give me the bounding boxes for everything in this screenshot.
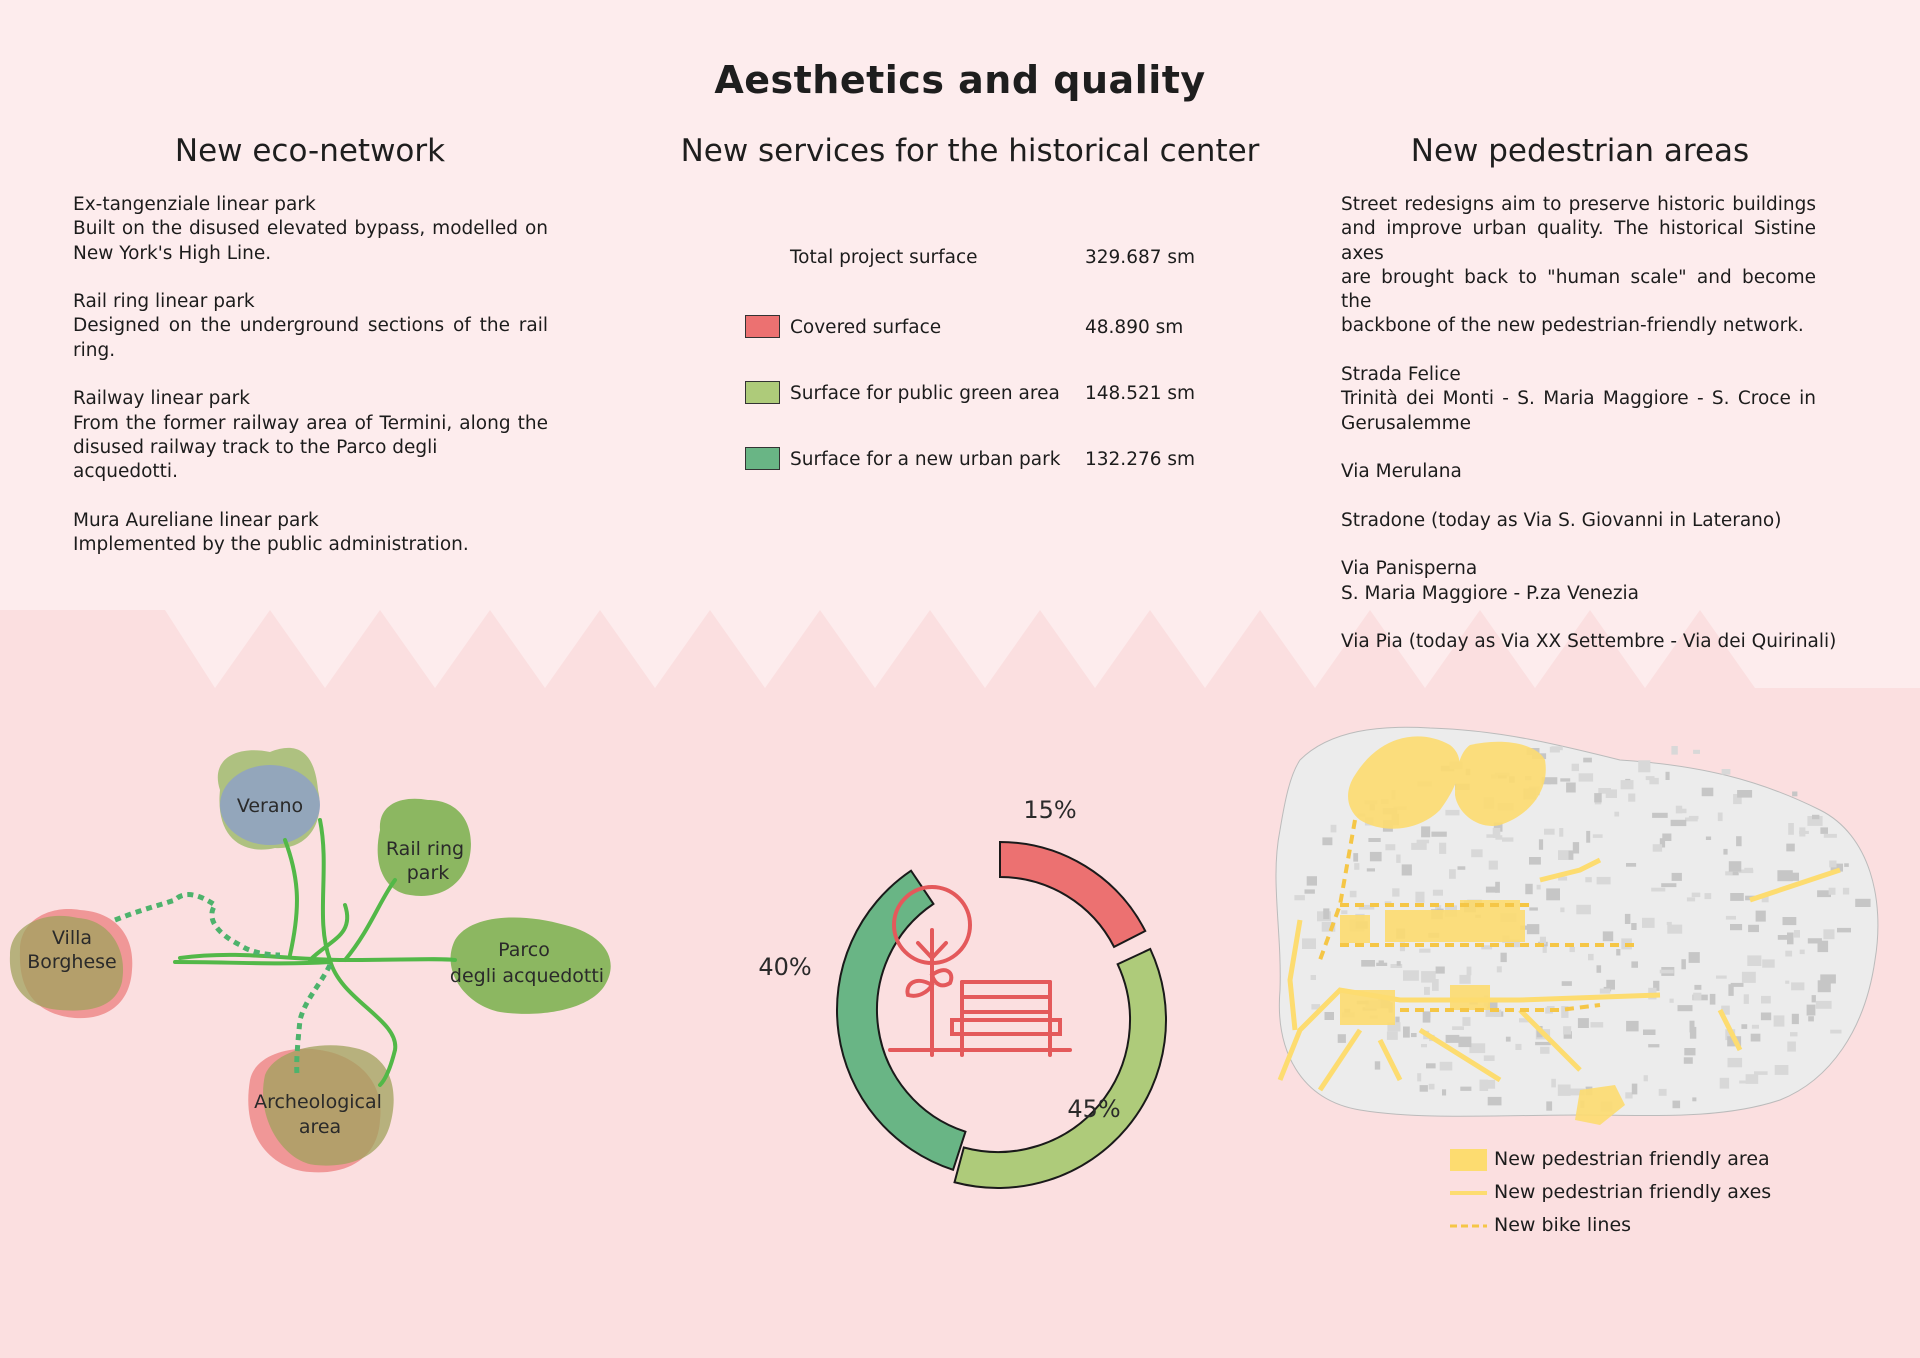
map-block — [1668, 925, 1678, 929]
donut-label-1: 15% — [1023, 796, 1077, 824]
map-block — [1661, 883, 1676, 887]
page-title: Aesthetics and quality — [714, 58, 1206, 102]
map-block — [1506, 1037, 1511, 1042]
map-block — [1855, 899, 1870, 907]
map-block — [1792, 792, 1797, 797]
map-block — [1600, 989, 1611, 994]
eco-item-title: Mura Aureliane linear park — [73, 509, 319, 531]
map-block — [1411, 1033, 1417, 1037]
map-block — [1710, 994, 1716, 1005]
map-block — [1385, 844, 1395, 850]
stat-label: Total project surface — [790, 247, 978, 268]
map-block — [1681, 959, 1686, 969]
eco-dashed-links — [115, 895, 330, 1075]
map-block — [1311, 975, 1316, 980]
map-block — [1307, 876, 1317, 885]
legend-label: New pedestrian friendly area — [1494, 1148, 1770, 1170]
stat-value: 329.687 sm — [1085, 247, 1196, 268]
rail-ring-label-1: Rail ring — [385, 838, 465, 860]
parco-label-1: Parco — [498, 939, 550, 961]
map-block — [1746, 1074, 1759, 1084]
map-block — [1744, 994, 1749, 1004]
map-block — [1625, 914, 1631, 924]
map-block — [1736, 836, 1742, 846]
rail-ring-label-2: park — [406, 862, 450, 884]
map-block — [1761, 996, 1771, 1004]
map-block — [1420, 1085, 1428, 1092]
donut-segment-3 — [837, 871, 965, 1170]
map-block — [1741, 1024, 1747, 1029]
map-block — [1488, 1097, 1502, 1106]
map-block — [1751, 1034, 1761, 1042]
map-block — [1730, 924, 1742, 930]
map-block — [1808, 1016, 1814, 1021]
map-block — [1616, 949, 1620, 956]
map-block — [1426, 1063, 1436, 1068]
map-block — [1671, 746, 1677, 755]
legend-label: New pedestrian friendly axes — [1494, 1181, 1772, 1203]
map-block — [1631, 961, 1638, 967]
map-block — [1690, 1027, 1696, 1039]
map-block — [1693, 750, 1700, 754]
map-block — [1411, 843, 1427, 850]
eco-network-heading: New eco-network — [174, 133, 446, 169]
map-block — [1631, 923, 1636, 930]
eco-item-text: Implemented by the public administration. — [73, 534, 469, 556]
map-block — [1501, 953, 1507, 962]
map-block — [1325, 1012, 1335, 1020]
map-block — [1790, 1032, 1798, 1036]
map-block — [1774, 1015, 1785, 1026]
map-block — [1787, 1042, 1796, 1052]
map-block — [1588, 954, 1594, 960]
donut-segment-1 — [1000, 842, 1145, 947]
map-block — [1649, 778, 1658, 784]
pedestrian-text: S. Maria Maggiore - P.za Venezia — [1341, 582, 1640, 604]
stat-value: 48.890 sm — [1085, 317, 1184, 338]
map-block — [1837, 928, 1851, 933]
map-block — [1417, 840, 1430, 844]
stat-label: Covered surface — [790, 317, 942, 338]
eco-item-text: ring. — [73, 339, 116, 361]
map-block — [1720, 1078, 1729, 1089]
map-block — [1812, 995, 1816, 1002]
eco-item-text: Designed on the underground sections of the rail — [73, 315, 548, 337]
map-block — [1546, 1101, 1552, 1110]
map-block — [1648, 1044, 1659, 1047]
map-block — [1644, 1075, 1648, 1081]
map-block — [1643, 1030, 1656, 1036]
eco-item-title: Rail ring linear park — [73, 291, 255, 313]
map-block — [1338, 1034, 1346, 1043]
map-block — [1747, 955, 1761, 966]
verano-label: Verano — [236, 795, 304, 817]
map-block — [1486, 887, 1497, 893]
map-block — [1706, 837, 1711, 841]
map-block — [1421, 1044, 1427, 1047]
map-block — [1672, 873, 1682, 881]
donut-label-2: 45% — [1067, 1095, 1121, 1123]
map-block — [1467, 967, 1472, 976]
map-block — [1497, 966, 1502, 972]
donut-segment-2 — [955, 949, 1166, 1188]
map-block — [1638, 760, 1650, 772]
map-block — [1350, 891, 1357, 898]
map-block — [1694, 985, 1701, 990]
map-block — [1786, 844, 1795, 852]
pedestrian-text: backbone of the new pedestrian-friendly network. — [1341, 315, 1804, 337]
map-block — [1403, 970, 1419, 981]
map-block — [1689, 952, 1700, 963]
map-block — [1794, 930, 1800, 938]
map-block — [1576, 905, 1591, 915]
legend-item-bike — [1450, 1212, 1790, 1238]
map-block — [1539, 839, 1543, 850]
services-heading: New services for the historical center — [680, 133, 1260, 169]
map-block — [1783, 917, 1797, 925]
map-block — [1716, 976, 1727, 979]
map-block — [1676, 806, 1682, 814]
map-block — [1471, 849, 1482, 857]
map-block — [1788, 823, 1794, 835]
map-block — [1294, 895, 1305, 900]
map-block — [1436, 967, 1445, 974]
map-block — [1752, 1025, 1759, 1029]
map-block — [1387, 1032, 1398, 1040]
map-block — [1558, 1085, 1571, 1096]
eco-item-text: Built on the disused elevated bypass, modelled on — [73, 218, 548, 240]
map-block — [1722, 769, 1731, 775]
map-block — [1433, 890, 1443, 896]
pedestrian-text: Via Panisperna — [1341, 558, 1478, 580]
map-block — [1728, 984, 1733, 996]
map-block — [1431, 832, 1446, 837]
map-block — [1653, 844, 1662, 852]
map-block — [1375, 1061, 1380, 1069]
donut-label-3: 40% — [758, 953, 812, 981]
map-block — [1748, 925, 1759, 932]
map-block — [1480, 1080, 1489, 1091]
legend-item-axis — [1450, 1179, 1790, 1205]
map-block — [1423, 1011, 1431, 1022]
map-block — [1662, 834, 1671, 842]
map-block — [1502, 837, 1513, 841]
map-block — [1417, 1073, 1421, 1081]
stat-value: 148.521 sm — [1085, 383, 1196, 404]
map-block — [1563, 1026, 1571, 1034]
map-block — [1687, 897, 1695, 901]
map-block — [1550, 747, 1560, 753]
map-block — [1777, 870, 1792, 881]
map-block — [1626, 863, 1636, 867]
map-block — [1678, 1005, 1693, 1011]
map-block — [1730, 893, 1744, 901]
map-block — [1693, 993, 1701, 1001]
map-block — [1816, 1001, 1832, 1009]
map-block — [1718, 813, 1723, 822]
eco-item-title: Ex-tangenziale linear park — [73, 194, 316, 215]
map-block — [1376, 963, 1387, 966]
map-block — [1495, 882, 1500, 893]
map-block — [1591, 1022, 1604, 1027]
map-block — [1818, 980, 1831, 992]
map-block — [1726, 916, 1736, 920]
map-block — [1642, 918, 1655, 928]
map-block — [1775, 1065, 1789, 1075]
stat-label: Surface for public green area — [790, 383, 1060, 404]
legend-item-area — [1450, 1146, 1790, 1172]
eco-network-diagram — [10, 748, 611, 1172]
map-block — [1807, 1005, 1816, 1016]
map-block — [1818, 941, 1829, 952]
map-block — [1559, 828, 1563, 837]
stat-label: Surface for a new urban park — [790, 449, 1061, 470]
map-block — [1458, 866, 1466, 870]
map-block — [1402, 864, 1412, 875]
map-block — [1566, 783, 1576, 793]
map-block — [1824, 834, 1837, 838]
map-block — [1424, 987, 1430, 995]
map-block — [1469, 1043, 1485, 1053]
map-block — [1396, 855, 1400, 863]
map-block — [1621, 780, 1634, 789]
map-block — [1702, 788, 1714, 797]
map-block — [1515, 1044, 1521, 1050]
map-block — [1578, 1018, 1589, 1028]
map-block — [1484, 1055, 1495, 1061]
pedestrian-text: Via Pia (today as Via XX Settembre - Via dei Quirinali) — [1341, 631, 1837, 653]
parco-label-2: degli acquedotti — [449, 965, 605, 987]
map-block — [1725, 871, 1733, 875]
map-block — [1585, 877, 1592, 882]
pedestrian-text: Stradone (today as Via S. Giovanni in Laterano) — [1341, 509, 1782, 531]
stat-value: 132.276 sm — [1085, 449, 1196, 470]
map-block — [1569, 851, 1574, 860]
map-block — [1598, 788, 1611, 794]
map-block — [1573, 842, 1579, 853]
map-block — [1551, 1079, 1556, 1088]
map-block — [1728, 1058, 1743, 1067]
map-block — [1323, 908, 1329, 919]
map-block — [1354, 863, 1359, 870]
map-block — [1525, 884, 1532, 894]
map-block — [1462, 1017, 1470, 1026]
map-block — [1560, 778, 1570, 781]
map-block — [1460, 1087, 1471, 1091]
map-block — [1705, 893, 1712, 899]
map-block — [1370, 852, 1382, 861]
map-block — [1341, 910, 1347, 914]
map-block — [1489, 861, 1498, 870]
map-block — [1403, 1027, 1410, 1038]
map-block — [1820, 827, 1828, 834]
map-block — [1756, 911, 1766, 922]
map-block — [1829, 888, 1836, 895]
map-block — [1322, 837, 1332, 845]
map-block — [1579, 773, 1594, 781]
map-block — [1628, 794, 1635, 802]
map-block — [1546, 888, 1560, 900]
map-block — [1778, 935, 1788, 940]
map-block — [1440, 1062, 1453, 1071]
eco-item-text: disused railway track to the Parco degli acquedotti. — [73, 436, 438, 483]
map-block — [1439, 843, 1446, 854]
map-block — [1442, 1089, 1446, 1095]
villa-borghese-label-2: Borghese — [27, 951, 117, 973]
pedestrian-text: Via Merulana — [1341, 461, 1462, 483]
map-block — [1593, 834, 1603, 838]
map-block — [1737, 790, 1752, 798]
map-block — [1429, 1084, 1435, 1090]
map-block — [1684, 1057, 1693, 1064]
map-block — [1449, 869, 1456, 879]
map-block — [1823, 929, 1834, 939]
archeological-label-1: Archeological — [254, 1091, 382, 1113]
map-block — [1659, 1089, 1667, 1096]
map-block — [1762, 959, 1775, 967]
map-block — [1583, 758, 1592, 763]
map-block — [1625, 1092, 1632, 1098]
map-block — [1560, 908, 1564, 913]
map-block — [1392, 888, 1399, 896]
map-block — [1692, 893, 1701, 898]
archeological-label-2: area — [298, 1116, 342, 1138]
map-block — [1791, 982, 1804, 990]
map-block — [1421, 826, 1430, 837]
map-block — [1452, 1026, 1464, 1030]
map-block — [1445, 810, 1459, 816]
map-block — [1419, 949, 1430, 953]
map-block — [1572, 764, 1579, 771]
rome-map — [1276, 727, 1878, 1125]
map-block — [1415, 892, 1424, 903]
map-block — [1667, 922, 1672, 925]
pedestrian-text: Trinità dei Monti - S. Maria Maggiore - S. Croce in — [1341, 388, 1816, 410]
map-block — [1843, 888, 1849, 895]
pedestrian-text: are brought back to "human scale" and become the — [1341, 266, 1816, 313]
map-block — [1761, 1013, 1771, 1021]
map-block — [1652, 813, 1668, 818]
map-block — [1626, 1021, 1639, 1032]
map-block — [1692, 1097, 1696, 1101]
map-block — [1829, 861, 1836, 868]
map-block — [1632, 1084, 1638, 1095]
map-block — [1544, 829, 1555, 835]
map-block — [1353, 853, 1358, 862]
map-block — [1799, 831, 1809, 834]
map-block — [1529, 907, 1538, 910]
map-block — [1458, 1037, 1471, 1048]
map-block — [1603, 931, 1613, 941]
map-block — [1787, 933, 1794, 945]
map-block — [1729, 861, 1742, 871]
map-block — [1305, 889, 1315, 893]
map-block — [1830, 1030, 1841, 1034]
map-block — [1597, 965, 1602, 973]
map-block — [1660, 970, 1674, 974]
map-block — [1529, 857, 1541, 865]
pedestrian-text: Street redesigns aim to preserve historic buildings — [1341, 194, 1816, 215]
map-block — [1570, 947, 1575, 952]
eco-item-title: Railway linear park — [73, 388, 250, 410]
map-block — [1651, 888, 1665, 892]
map-block — [1812, 815, 1819, 819]
pedestrian-text: Gerusalemme — [1341, 412, 1471, 434]
map-block — [1614, 812, 1619, 817]
map-block — [1397, 961, 1401, 966]
pedestrian-text: Strada Felice — [1341, 364, 1461, 386]
map-block — [1742, 972, 1756, 983]
eco-item-text: From the former railway area of Termini, along the — [73, 412, 548, 434]
map-block — [1800, 950, 1805, 955]
map-block — [1459, 975, 1470, 984]
map-block — [1395, 1017, 1399, 1023]
map-block — [1689, 816, 1699, 819]
eco-item-text: New York's High Line. — [73, 242, 272, 264]
map-block — [1432, 979, 1439, 991]
map-block — [1535, 1042, 1551, 1045]
map-block — [1682, 809, 1687, 814]
map-block — [1671, 820, 1687, 826]
map-block — [1723, 849, 1727, 855]
map-block — [1594, 793, 1602, 802]
map-block — [1606, 980, 1615, 990]
villa-borghese-label-1: Villa — [51, 927, 93, 949]
map-block — [1666, 772, 1670, 780]
map-block — [1597, 877, 1611, 885]
map-block — [1537, 885, 1541, 890]
map-block — [1670, 999, 1674, 1003]
map-block — [1785, 951, 1792, 957]
map-block — [1562, 981, 1572, 986]
map-block — [1684, 1048, 1695, 1055]
map-block — [1844, 863, 1849, 867]
pedestrian-heading: New pedestrian areas — [1410, 133, 1750, 169]
legend-label: New bike lines — [1494, 1214, 1632, 1236]
map-block — [1540, 1047, 1549, 1054]
map-block — [1785, 981, 1789, 984]
map-block — [1361, 960, 1375, 967]
map-block — [1586, 831, 1590, 843]
pedestrian-text: and improve urban quality. The historical Sistine axes — [1341, 218, 1816, 264]
map-block — [1331, 825, 1337, 833]
map-block — [1495, 835, 1502, 840]
map-block — [1792, 1014, 1799, 1024]
map-block — [1367, 868, 1375, 871]
map-block — [1673, 1101, 1681, 1109]
map-block — [1368, 838, 1380, 842]
map-block — [1302, 938, 1316, 949]
map-block — [1446, 1035, 1460, 1043]
map-block — [1486, 834, 1493, 838]
